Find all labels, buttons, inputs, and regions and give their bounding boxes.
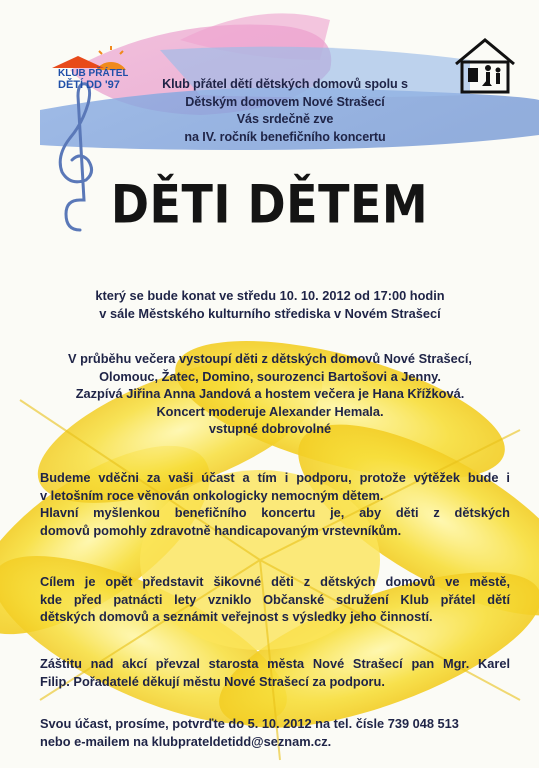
text-line: Hlavní myšlenkou benefičního koncertu je, aby děti z dětských — [40, 505, 510, 521]
svg-text:KLUB PŘÁTEL: KLUB PŘÁTEL — [58, 68, 128, 79]
rsvp-paragraph — [40, 715, 510, 750]
text-line: dětských domovů a seznámit veřejnost s výsledky jeho činností. — [40, 609, 433, 625]
thanks-paragraph — [40, 469, 510, 539]
club-logo — [48, 46, 128, 92]
text-line: Záštitu nad akcí převzal starosta města Nové Strašecí pan Mgr. Karel — [40, 656, 510, 671]
house-with-family-icon — [452, 36, 518, 96]
text-line: který se bude konat ve středu 10. 10. 2012 od 17:00 hodin — [95, 288, 445, 303]
header-line: na IV. ročník benefičního koncertu — [184, 129, 386, 144]
header-line: Dětským domovem Nové Strašecí — [185, 94, 385, 109]
svg-text:DĚTÍ DD '97: DĚTÍ DD '97 — [58, 79, 120, 91]
header-line: Vás srdečně zve — [236, 112, 334, 126]
concert-title: DĚTI DĚTEM — [110, 172, 429, 236]
rsvp-phone-line: Svou účast, prosíme, potvrďte do 5. 10. 2012 na tel. čísle 739 048 513 — [40, 716, 459, 731]
text-line: Zazpívá Jiřina Anna Jandová a hostem večera je Hana Křížková. — [75, 386, 465, 402]
text-line: Cílem je opět představit šikovné děti z dětských domovů ve městě, — [40, 574, 510, 589]
admission-note: vstupné dobrovolné — [208, 421, 332, 437]
club-logo-sun-icon — [48, 46, 128, 92]
text-line: V průběhu večera vystoupí děti z dětských domovů Nové Strašecí, — [68, 351, 472, 366]
text-line: Olomouc, Žatec, Domino, sourozenci Bartošovi a Jenny. — [99, 368, 441, 384]
text-line: Budeme vděčni za vaši účast a tím i podporu, protože výtěžek bude i — [40, 470, 510, 485]
text-line: kde před patnácti lety vzniklo Občanské sdružení Klub přátel dětí — [40, 591, 510, 607]
invitation-header — [120, 76, 450, 146]
event-date-venue — [60, 287, 480, 322]
text-line: v letošním roce věnován onkologicky nemocným dětem. — [40, 487, 384, 503]
header-line: Klub přátel dětí dětských domovů spolu s — [162, 77, 408, 91]
program-paragraph — [40, 350, 500, 438]
text-line: v sále Městského kulturního střediska v Novém Strašecí — [99, 305, 441, 321]
text-line: Koncert moderuje Alexander Hemala. — [156, 403, 384, 419]
text-line: domovů pomohly zdravotně handicapovaným vrstevníkům. — [40, 522, 402, 538]
patronage-paragraph — [40, 655, 510, 690]
rsvp-email-line: nebo e-mailem na klubprateldetidd@seznam.cz. — [40, 733, 332, 749]
text-line: Filip. Pořadatelé děkují městu Nové Strašecí za podporu. — [40, 673, 385, 689]
goal-paragraph — [40, 573, 510, 626]
